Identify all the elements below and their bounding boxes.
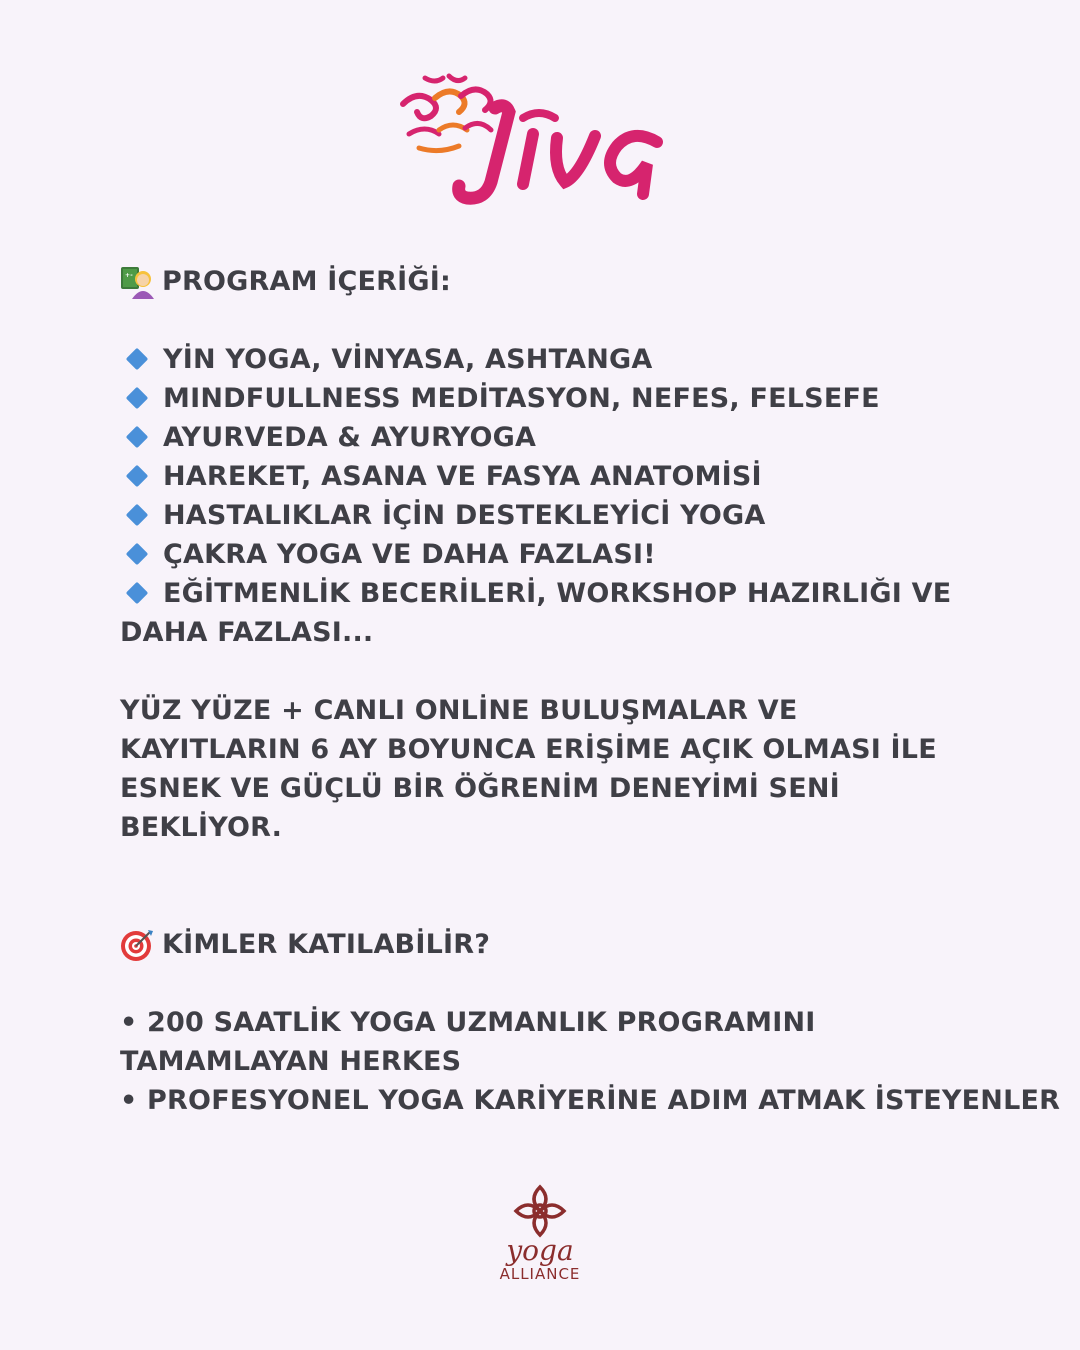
teacher-emoji-icon bbox=[120, 265, 154, 299]
program-heading-row bbox=[120, 262, 960, 301]
lotus-emblem-icon bbox=[508, 1183, 572, 1239]
blue-diamond-icon bbox=[126, 348, 149, 371]
yoga-alliance-logo bbox=[480, 1183, 600, 1305]
list-item: • 200 SAATLİK YOGA UZMANLIK PROGRAMINI TAMAMLAYAN HERKES bbox=[120, 1007, 816, 1077]
list-item: HASTALIKLAR İÇİN DESTEKLEYİCİ YOGA bbox=[120, 496, 960, 535]
blue-diamond-icon bbox=[126, 582, 149, 605]
list-item: AYURVEDA & AYURYOGA bbox=[120, 418, 960, 457]
audience-heading-row bbox=[120, 925, 960, 964]
list-item: YİN YOGA, VİNYASA, ASHTANGA bbox=[120, 340, 960, 379]
svg-text:+-: +- bbox=[125, 271, 133, 279]
program-list bbox=[120, 340, 960, 652]
audience-list bbox=[120, 1003, 1061, 1120]
program-description: YÜZ YÜZE + CANLI ONLİNE BULUŞMALAR VE KAYITLARIN 6 AY BOYUNCA ERİŞİME AÇIK OLMASI İLE ESNEK VE GÜÇLÜ BİR ÖĞRENİM DENEYİMİ SENİ BEKLİYOR. bbox=[120, 695, 937, 843]
blue-diamond-icon bbox=[126, 465, 149, 488]
list-item: • PROFESYONEL YOGA KARİYERİNE ADIM ATMAK İSTEYENLER bbox=[120, 1085, 1061, 1116]
yoga-alliance-yoga-text: yoga bbox=[506, 1234, 574, 1267]
list-item: HAREKET, ASANA VE FASYA ANATOMİSİ bbox=[120, 457, 960, 496]
list-item: ÇAKRA YOGA VE DAHA FAZLASI! bbox=[120, 535, 960, 574]
jiva-logo bbox=[395, 68, 685, 208]
blue-diamond-icon bbox=[126, 426, 149, 449]
list-item: MINDFULLNESS MEDİTASYON, NEFES, FELSEFE bbox=[120, 379, 960, 418]
target-emoji-icon bbox=[120, 928, 154, 962]
list-item: EĞİTMENLİK BECERİLERİ, WORKSHOP HAZIRLIĞI VE DAHA FAZLASI... bbox=[120, 578, 952, 648]
blue-diamond-icon bbox=[126, 387, 149, 410]
content bbox=[120, 262, 1061, 1120]
blue-diamond-icon bbox=[126, 504, 149, 527]
audience-heading: KİMLER KATILABİLİR? bbox=[162, 929, 491, 960]
blue-diamond-icon bbox=[126, 543, 149, 566]
program-heading: PROGRAM İÇERİĞİ: bbox=[162, 266, 451, 297]
yoga-alliance-alliance-text: ALLIANCE bbox=[499, 1265, 581, 1283]
